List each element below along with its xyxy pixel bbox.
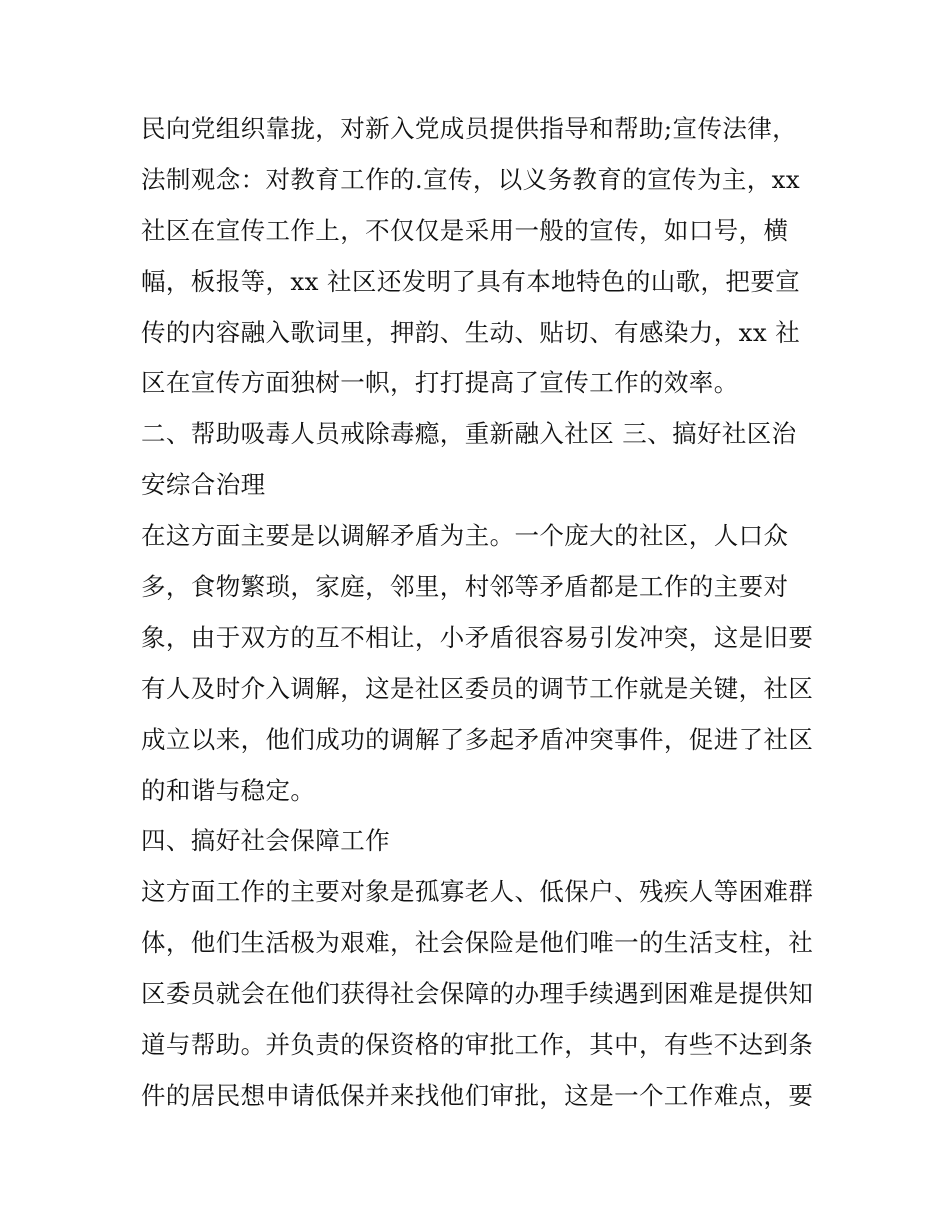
text-line: 在这方面主要是以调解矛盾为主。一个庞大的社区，人口众	[141, 521, 789, 551]
text-line: 民向党组织靠拢，对新入党成员提供指导和帮助;宣传法律，	[141, 114, 798, 143]
section-heading-4: 四、搞好社会保障工作	[141, 826, 390, 856]
text-line: 区委员就会在他们获得社会保障的办理手续遇到困难是提供知	[141, 979, 814, 1009]
text-line: 成立以来，他们成功的调解了多起矛盾冲突事件，促进了社区	[141, 724, 814, 754]
text-line: 有人及时介入调解，这是社区委员的调节工作就是关键，社区	[141, 673, 814, 703]
text-line: 的和谐与稳定。	[141, 775, 316, 805]
section-heading-3-continued: 安综合治理	[141, 470, 266, 500]
text-line: 象，由于双方的互不相让，小矛盾很容易引发冲突，这是旧要	[141, 622, 814, 652]
text-line: 法制观念：对教育工作的.宣传，以义务教育的宣传为主，xx	[141, 164, 801, 194]
text-line: 传的内容融入歌词里，押韵、生动、贴切、有感染力，xx 社	[141, 317, 801, 347]
text-line: 件的居民想申请低保并来找他们审批，这是一个工作难点，要	[141, 1080, 814, 1110]
text-line: 社区在宣传工作上，不仅仅是采用一般的宣传，如口号，横	[141, 215, 789, 245]
text-line: 道与帮助。并负责的保资格的审批工作，其中，有些不达到条	[141, 1030, 814, 1060]
section-heading-2: 二、帮助吸毒人员戒除毒瘾，重新融入社区 三、搞好社区治	[141, 419, 797, 449]
text-line: 体，他们生活极为艰难，社会保险是他们唯一的生活支柱，社	[141, 928, 814, 958]
document-body	[141, 104, 821, 1122]
text-line: 幅，板报等，xx 社区还发明了具有本地特色的山歌，把要宣	[141, 266, 801, 296]
text-line: 多，食物繁琐，家庭，邻里，村邻等矛盾都是工作的主要对	[141, 572, 789, 602]
text-line: 区在宣传方面独树一帜，打打提高了宣传工作的效率。	[141, 368, 739, 398]
text-line: 这方面工作的主要对象是孤寡老人、低保户、残疾人等困难群	[141, 877, 814, 907]
